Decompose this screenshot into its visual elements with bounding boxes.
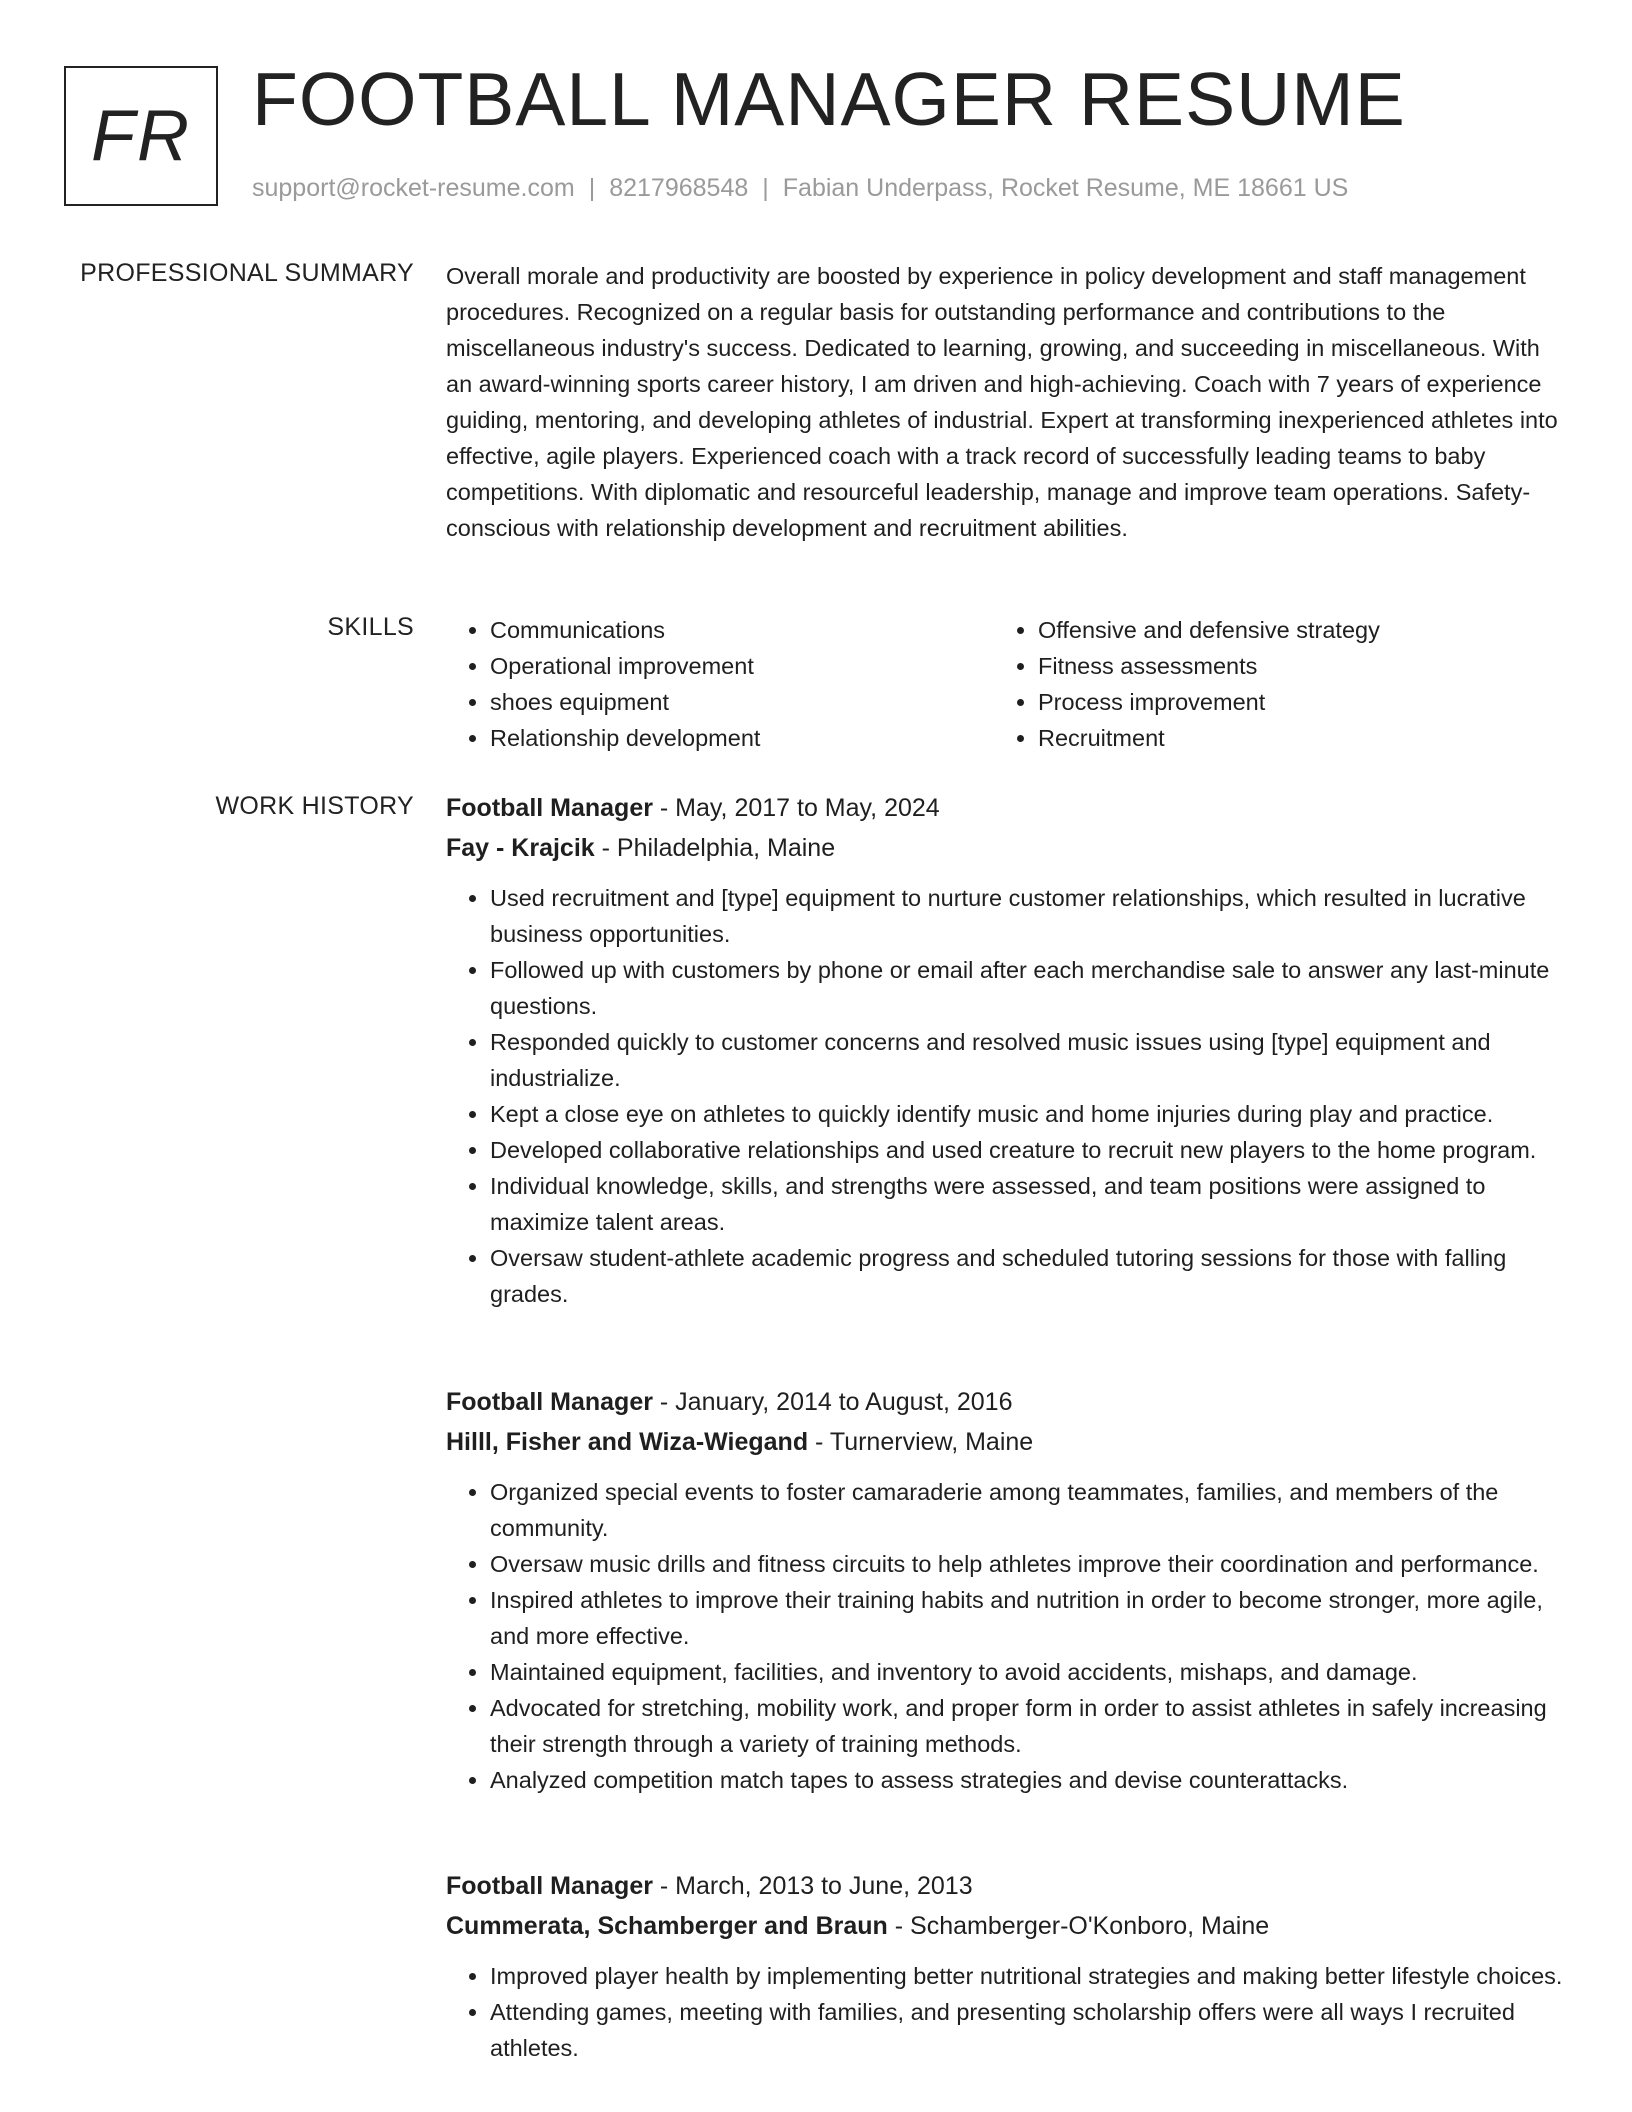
job-dates: - January, 2014 to August, 2016: [652, 1388, 1013, 1416]
job-bullet: • Responded quickly to customer concerns and resolved music issues using [type] equipment and industrialize.: [490, 1024, 1564, 1096]
contact-separator: |: [762, 174, 769, 202]
job-bullet: • Improved player health by implementing better nutritional strategies and making better lifestyle choices.: [490, 1958, 1564, 1994]
skills-columns: [446, 612, 1564, 756]
job-company: Cummerata, Schamberger and Braun: [446, 1912, 888, 1940]
skills-label: SKILLS: [327, 613, 414, 641]
job-bullet: • Oversaw student-athlete academic progress and scheduled tutoring sessions for those with falling grades.: [490, 1240, 1564, 1312]
job-dates: - March, 2013 to June, 2013: [652, 1872, 973, 1900]
contact-line: [252, 174, 1348, 203]
work-history-label: WORK HISTORY: [215, 792, 414, 820]
job-bullets: [446, 1474, 1564, 1798]
job-bullet: • Attending games, meeting with families, and presenting scholarship offers were all ways I recruited athletes.: [490, 1994, 1564, 2066]
job-company: Hilll, Fisher and Wiza-Wiegand: [446, 1428, 809, 1456]
skill-item: • Operational improvement: [490, 648, 994, 684]
skills-body: [446, 612, 1564, 756]
job-company: Fay - Krajcik: [446, 834, 595, 862]
contact-phone: 8217968548: [609, 174, 749, 202]
job-location: - Turnerview, Maine: [808, 1428, 1034, 1456]
job-bullet: • Individual knowledge, skills, and strengths were assessed, and team positions were assigned to maximize talent areas.: [490, 1168, 1564, 1240]
skills-list-right: [994, 612, 1542, 756]
skill-item: • Process improvement: [1038, 684, 1542, 720]
resume-title: FOOTBALL MANAGER RESUME: [252, 57, 1406, 141]
job-company-line: [446, 1906, 1564, 1946]
skills-list-left: [446, 612, 994, 756]
job-title: Football Manager: [446, 1872, 653, 1900]
job-location: - Schamberger-O'Konboro, Maine: [887, 1912, 1270, 1940]
job-bullet: • Followed up with customers by phone or email after each merchandise sale to answer any last-minute questions.: [490, 952, 1564, 1024]
skill-item: • Fitness assessments: [1038, 648, 1542, 684]
contact-separator: |: [588, 174, 596, 202]
job-bullet: • Analyzed competition match tapes to assess strategies and devise counterattacks.: [490, 1762, 1564, 1798]
job-bullet: • Advocated for stretching, mobility work, and proper form in order to assist athletes in safely increasing their strength through a variety of training methods.: [490, 1690, 1564, 1762]
contact-email: support@rocket-resume.com: [252, 174, 575, 202]
monogram-logo: [64, 66, 218, 206]
job-title-line: [446, 1382, 1564, 1422]
job-bullet: • Inspired athletes to improve their training habits and nutrition in order to become stronger, more agile, and more effective.: [490, 1582, 1564, 1654]
job-bullet: • Used recruitment and [type] equipment to nurture customer relationships, which resulted in lucrative business opportunities.: [490, 880, 1564, 952]
contact-address: Fabian Underpass, Rocket Resume, ME 18661 US: [782, 174, 1349, 202]
job-company-line: [446, 1422, 1564, 1462]
job-bullet: • Developed collaborative relationships and used creature to recruit new players to the home program.: [490, 1132, 1564, 1168]
summary-label: PROFESSIONAL SUMMARY: [80, 259, 414, 287]
job-title: Football Manager: [446, 1388, 653, 1416]
skill-item: • Communications: [490, 612, 994, 648]
summary-body: [446, 258, 1564, 546]
job-bullet: • Oversaw music drills and fitness circuits to help athletes improve their coordination and performance.: [490, 1546, 1564, 1582]
skill-item: • Offensive and defensive strategy: [1038, 612, 1542, 648]
job-bullets: [446, 1958, 1564, 2066]
job-company-line: [446, 828, 1564, 868]
job-title-line: [446, 1866, 1564, 1906]
job-bullet: • Kept a close eye on athletes to quickly identify music and home injuries during play and practice.: [490, 1096, 1564, 1132]
job-bullets: [446, 880, 1564, 1312]
monogram-initials: FR: [91, 96, 191, 176]
job-title: Football Manager: [446, 794, 653, 822]
summary-text: Overall morale and productivity are boosted by experience in policy development and staff management procedures. Recognized on a regular basis for outstanding performance and contributions to the miscellaneous industry's success. Dedicated to learning, growing, and succeeding in miscellaneous. With an award-winning sports career history, I am driven and high-achieving. Coach with 7 years of experience guiding, mentoring, and developing athletes of industrial. Expert at transforming inexperienced athletes into effective, agile players. Experienced coach with a track record of successfully leading teams to baby competitions. With diplomatic and resourceful leadership, manage and improve team operations. Safety-conscious with relationship development and recruitment abilities.: [446, 263, 1558, 541]
skill-item: • Relationship development: [490, 720, 994, 756]
job-entry: [446, 1866, 1564, 2066]
job-entry: [446, 1382, 1564, 1798]
job-location: - Philadelphia, Maine: [594, 834, 836, 862]
skill-item: • Recruitment: [1038, 720, 1542, 756]
job-dates: - May, 2017 to May, 2024: [652, 794, 940, 822]
skill-item: • shoes equipment: [490, 684, 994, 720]
job-bullet: • Maintained equipment, facilities, and inventory to avoid accidents, mishaps, and damage.: [490, 1654, 1564, 1690]
job-entry: [446, 788, 1564, 1312]
job-bullet: • Organized special events to foster camaraderie among teammates, families, and members of the community.: [490, 1474, 1564, 1546]
job-title-line: [446, 788, 1564, 828]
